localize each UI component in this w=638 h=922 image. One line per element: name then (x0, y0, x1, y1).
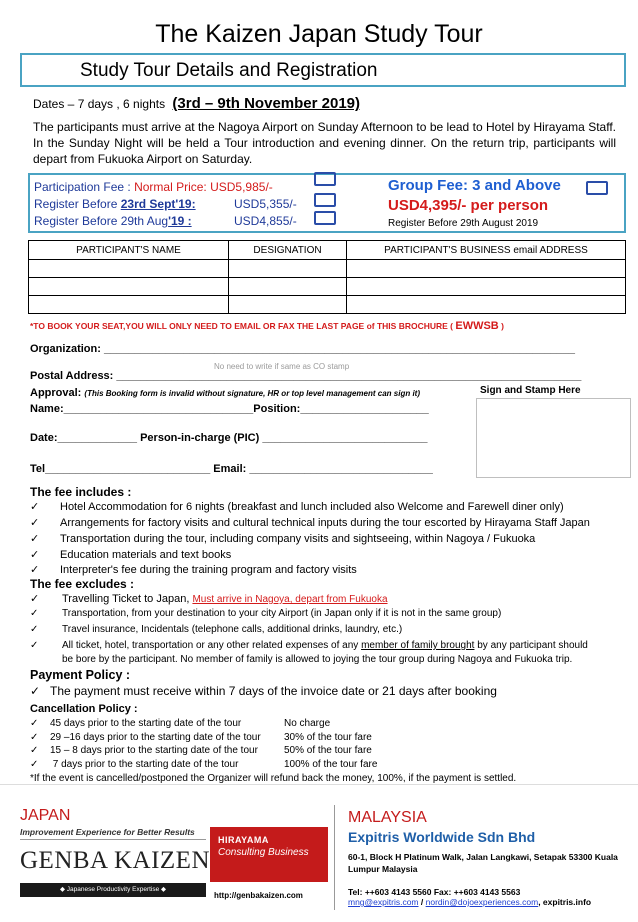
includes-title: The fee includes : (30, 485, 132, 499)
approval-line (30, 387, 420, 399)
site-text[interactable]: , expitris.info (538, 897, 592, 907)
name-cell[interactable] (29, 296, 229, 314)
designation-cell[interactable] (229, 296, 347, 314)
postal-address-field[interactable]: Postal Address: ____________________________________________________________________________ (30, 370, 582, 382)
fee-earlier-label: Register Before 29th Aug (34, 214, 169, 228)
sign-stamp-box[interactable] (476, 398, 631, 478)
genba-url-link[interactable]: http://genbakaizen.com (214, 891, 303, 900)
check-icon: ✓ (30, 732, 39, 743)
check-icon: ✓ (30, 759, 39, 770)
booking-note (30, 320, 504, 332)
name-position-field[interactable]: Name:_______________________________Position:_____________________ (30, 403, 429, 415)
fee-early-date: 23rd Sept'19: (120, 197, 196, 211)
email-cell[interactable] (347, 278, 626, 296)
table-row (29, 260, 626, 278)
registration-header (20, 53, 626, 87)
list-item: ✓ Hotel Accommodation for 6 nights (breakfast and lunch included also Welcome and Farewell diner only) (30, 501, 564, 513)
list-item: ✓ Arrangements for factory visits and cultural technical inputs during the tour escorted by Hirayama Staff Japan (30, 517, 590, 529)
col-designation: DESIGNATION (229, 241, 347, 260)
hirayama-logo (210, 827, 328, 882)
group-fee-note: Register Before 29th August 2019 (388, 218, 539, 229)
genba-bar: ◆ Japanese Productivity Expertise ◆ (20, 883, 206, 897)
name-cell[interactable] (29, 260, 229, 278)
list-item: ✓ Interpreter's fee during the training program and factory visits (30, 564, 357, 576)
intro-paragraph: The participants must arrive at the Nagoya Airport on Sunday Afternoon to be lead to Hotel by Hirayama Staff. In the Sunday Night will be held a Tour introduction and evening dinner. On the return trip, participants will depart from Fukuoka Airport on Saturday. (33, 120, 616, 166)
fee-label: Participation Fee : (34, 180, 135, 194)
check-icon: ✓ (30, 608, 39, 619)
company-emails: mng@expitris.com / nordin@dojoexperiences.com, expitris.info (348, 897, 592, 907)
group-fee-checkbox[interactable] (586, 181, 608, 195)
designation-cell[interactable] (229, 260, 347, 278)
list-item: ✓ Transportation during the tour, including company visits and sightseeing, within Nagoya / Fukuoka (30, 533, 536, 545)
fee-lines (34, 179, 324, 230)
cancellation-title: Cancellation Policy : (30, 703, 138, 715)
name-cell[interactable] (29, 278, 229, 296)
tel-email-field[interactable]: Tel___________________________ Email: ______________________________ (30, 463, 433, 475)
group-fee-price: USD4,395/- per person (388, 197, 549, 214)
table-row (29, 278, 626, 296)
table-row (29, 296, 626, 314)
list-item: ✓ All ticket, hotel, transportation or any other related expenses of any member of family brought by any participant should (30, 640, 588, 651)
japan-label: JAPAN (20, 807, 71, 824)
company-name: Expitris Worldwide Sdn Bhd (348, 829, 536, 845)
booking-note-close: ) (498, 321, 504, 331)
fee-box (28, 173, 626, 233)
footer-divider (334, 805, 335, 910)
tour-dates (33, 95, 360, 112)
list-item: ✓ Travel insurance, Incidentals (telephone calls, additional drinks, laundry, etc.) (30, 624, 403, 635)
check-icon: ✓ (30, 640, 39, 651)
dates-range: (3rd – 9th November 2019) (172, 95, 360, 112)
company-phone: Tel: ++603 4143 5560 Fax: ++603 4143 5563 (348, 887, 521, 897)
col-email: PARTICIPANT'S BUSINESS email ADDRESS (347, 241, 626, 260)
check-icon: ✓ (30, 718, 39, 729)
check-icon: ✓ (30, 533, 40, 545)
fee-earlier-date: '19 : (168, 214, 192, 228)
approval-note: (This Booking form is invalid without signature, HR or top level management can sign it) (84, 389, 420, 398)
payment-title: Payment Policy : (30, 668, 131, 682)
group-fee (388, 176, 561, 232)
group-fee-title: Group Fee: 3 and Above (388, 177, 561, 194)
family-note: member of family brought (361, 640, 475, 651)
fee-normal-row (34, 179, 324, 196)
cancellation-row: ✓ 29 –16 days prior to the starting date of the tour 30% of the tour fare (30, 732, 372, 743)
sign-label: Sign and Stamp Here (480, 385, 581, 396)
genba-tagline: Improvement Experience for Better Results (20, 827, 206, 840)
excludes-title: The fee excludes : (30, 577, 135, 591)
fee-earlier-row (34, 213, 324, 230)
organization-field[interactable]: Organization: _____________________________________________________________________________ (30, 343, 576, 355)
genba-kaizen-logo: GENBA KAIZEN (20, 847, 211, 874)
list-item: ✓ Education materials and text books (30, 549, 232, 561)
list-item: ✓ Transportation, from your destination to your city Airport (in Japan only if it is not in the same group) (30, 608, 502, 619)
malaysia-label: MALAYSIA (348, 809, 427, 826)
check-icon: ✓ (30, 745, 39, 756)
check-icon: ✓ (30, 501, 40, 513)
page-title: The Kaizen Japan Study Tour (155, 20, 483, 48)
fee-early-label: Register Before (34, 197, 121, 211)
hirayama-sub: Consulting Business (218, 847, 309, 858)
date-pic-field[interactable]: Date:_____________ Person-in-charge (PIC) ___________________________ (30, 432, 428, 444)
designation-cell[interactable] (229, 278, 347, 296)
email-link-nordin[interactable]: nordin@dojoexperiences.com (425, 897, 539, 907)
hirayama-name: HIRAYAMA (218, 835, 269, 845)
booking-note-text: *TO BOOK YOUR SEAT,YOU WILL ONLY NEED TO EMAIL OR FAX THE LAST PAGE of THIS BROCHURE ( (30, 321, 456, 331)
fee-normal-price: Normal Price: USD5,985/- (134, 180, 273, 194)
sept-fee-checkbox[interactable] (314, 193, 336, 207)
company-contact (348, 887, 591, 907)
email-cell[interactable] (347, 296, 626, 314)
booking-code: EWWSB (455, 320, 499, 332)
list-item-continued: be bore by the participant. No member of family is allowed to joying the tour group during Nagoya and Fukuoka trip. (62, 654, 573, 665)
cancellation-row: ✓ 7 days prior to the starting date of the tour 100% of the tour fare (30, 759, 378, 770)
cancellation-row: ✓ 45 days prior to the starting date of the tour No charge (30, 718, 331, 729)
dates-label: Dates – 7 days , 6 nights (33, 97, 166, 111)
list-item: ✓ Travelling Ticket to Japan, Must arrive in Nagoya, depart from Fukuoka (30, 593, 388, 605)
list-item: ✓ The payment must receive within 7 days of the invoice date or 21 days after booking (30, 684, 497, 698)
participants-table (28, 240, 626, 314)
cancellation-note: *If the event is cancelled/postponed the Organizer will refund back the money, 100%, if the payment is settled. (30, 773, 517, 784)
arrival-note: Must arrive in Nagoya, depart from Fukuoka (192, 594, 388, 605)
check-icon: ✓ (30, 549, 40, 561)
check-icon: ✓ (30, 593, 40, 605)
fee-early-value: USD5,355/- (234, 197, 297, 211)
footer (0, 784, 638, 922)
fee-early-row (34, 196, 324, 213)
address-note: No need to write if same as CO stamp (214, 362, 350, 371)
fee-earlier-value: USD4,855/- (234, 214, 297, 228)
cancellation-row: ✓ 15 – 8 days prior to the starting date of the tour 50% of the tour fare (30, 745, 372, 756)
email-link-mng[interactable]: mng@expitris.com (348, 897, 419, 907)
company-address: 60-1, Block H Platinum Walk, Jalan Langkawi, Setapak 53300 Kuala Lumpur Malaysia (348, 852, 618, 874)
check-icon: ✓ (30, 624, 39, 635)
approval-label: Approval: (30, 387, 85, 399)
check-icon: ✓ (30, 684, 41, 698)
registration-title: Study Tour Details and Registration (80, 60, 378, 81)
col-name: PARTICIPANT'S NAME (29, 241, 229, 260)
email-cell[interactable] (347, 260, 626, 278)
check-icon: ✓ (30, 517, 40, 529)
normal-fee-checkbox[interactable] (314, 172, 336, 186)
check-icon: ✓ (30, 564, 40, 576)
aug-fee-checkbox[interactable] (314, 211, 336, 225)
